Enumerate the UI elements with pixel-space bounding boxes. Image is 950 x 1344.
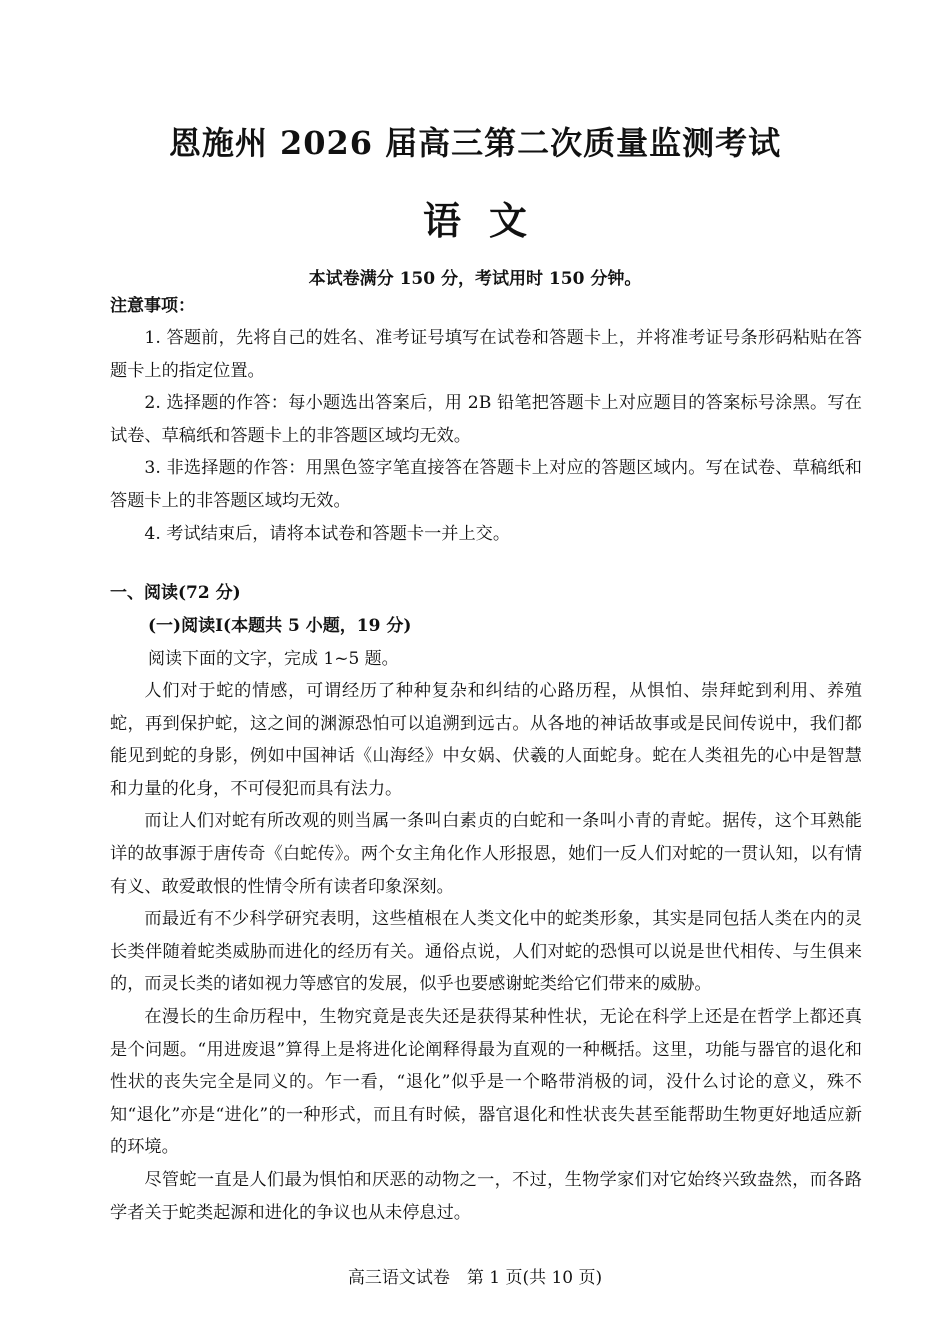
passage-paragraph-5: 尽管蛇一直是人们最为惧怕和厌恶的动物之一，不过，生物学家们对它始终兴致盎然，而各路学者关于蛇类起源和进化的争议也从未停息过。 xyxy=(110,1169,862,1223)
section-title: 一、阅读(72 分) xyxy=(110,583,241,603)
notice-list xyxy=(110,322,862,550)
passage-paragraph-2: 而让人们对蛇有所改观的则当属一条叫白素贞的白蛇和一条叫小青的青蛇。据传，这个耳熟能详的故事源于唐传奇《白蛇传》。两个女主角化作人形报恩，她们一反人们对蛇的一贯认知，以有情有义、敢爱敢恨的性情令所有读者印象深刻。 xyxy=(110,811,862,897)
page-footer: 高三语文试卷 第 1 页(共 10 页) xyxy=(347,1268,603,1288)
passage-paragraph-1: 人们对于蛇的情感，可谓经历了种种复杂和纠结的心路历程，从惧怕、崇拜蛇到利用、养殖蛇，再到保护蛇，这之间的渊源恐怕可以追溯到远古。从各地的神话故事或是民间传说中，我们都能见到蛇的身影，例如中国神话《山海经》中女娲、伏羲的人面蛇身。蛇在人类祖先的心中是智慧和力量的化身，不可侵犯而具有法力。 xyxy=(110,681,862,799)
reading-passage xyxy=(110,675,862,1229)
notice-item-1: 1. 答题前，先将自己的姓名、准考证号填写在试卷和答题卡上，并将准考证号条形码粘贴在答题卡上的指定位置。 xyxy=(110,328,862,381)
reading-instruction: 阅读下面的文字，完成 1~5 题。 xyxy=(148,649,399,669)
notice-item-4: 4. 考试结束后，请将本试卷和答题卡一并上交。 xyxy=(144,523,511,544)
passage-paragraph-4: 在漫长的生命历程中，生物究竟是丧失还是获得某种性状，无论在科学上还是在哲学上都还真是个问题。“用进废退”算得上是将进化论阐释得最为直观的一种概括。这里，功能与器官的退化和性状的丧失完全是同义的。乍一看，“退化”似乎是一个略带消极的词，没什么讨论的意义，殊不知“退化”亦是“进化”的一种形式，而且有时候，器官退化和性状丧失甚至能帮助生物更好地适应新的环境。 xyxy=(110,1006,862,1158)
subject-title: 语文 xyxy=(422,198,555,243)
passage-paragraph-3: 而最近有不少科学研究表明，这些植根在人类文化中的蛇类形象，其实是同包括人类在内的灵长类伴随着蛇类威胁而进化的经历有关。通俗点说，人们对蛇的恐惧可以说是世代相传、与生俱来的，而灵长类的诸如视力等感官的发展，似乎也要感谢蛇类给它们带来的威胁。 xyxy=(110,909,862,995)
notice-heading: 注意事项： xyxy=(110,296,195,316)
notice-item-3: 3. 非选择题的作答：用黑色签字笔直接答在答题卡上对应的答题区域内。写在试卷、草稿纸和答题卡上的非答题区域均无效。 xyxy=(110,458,862,511)
exam-title: 恩施州 2026 届高三第二次质量监测考试 xyxy=(168,124,782,162)
subsection-title: (一)阅读Ⅰ(本题共 5 小题，19 分) xyxy=(148,616,412,636)
notice-item-2: 2. 选择题的作答：每小题选出答案后，用 2B 铅笔把答题卡上对应题目的答案标号涂黑。写在试卷、草稿纸和答题卡上的非答题区域均无效。 xyxy=(110,393,862,446)
score-line: 本试卷满分 150 分，考试用时 150 分钟。 xyxy=(308,269,642,289)
